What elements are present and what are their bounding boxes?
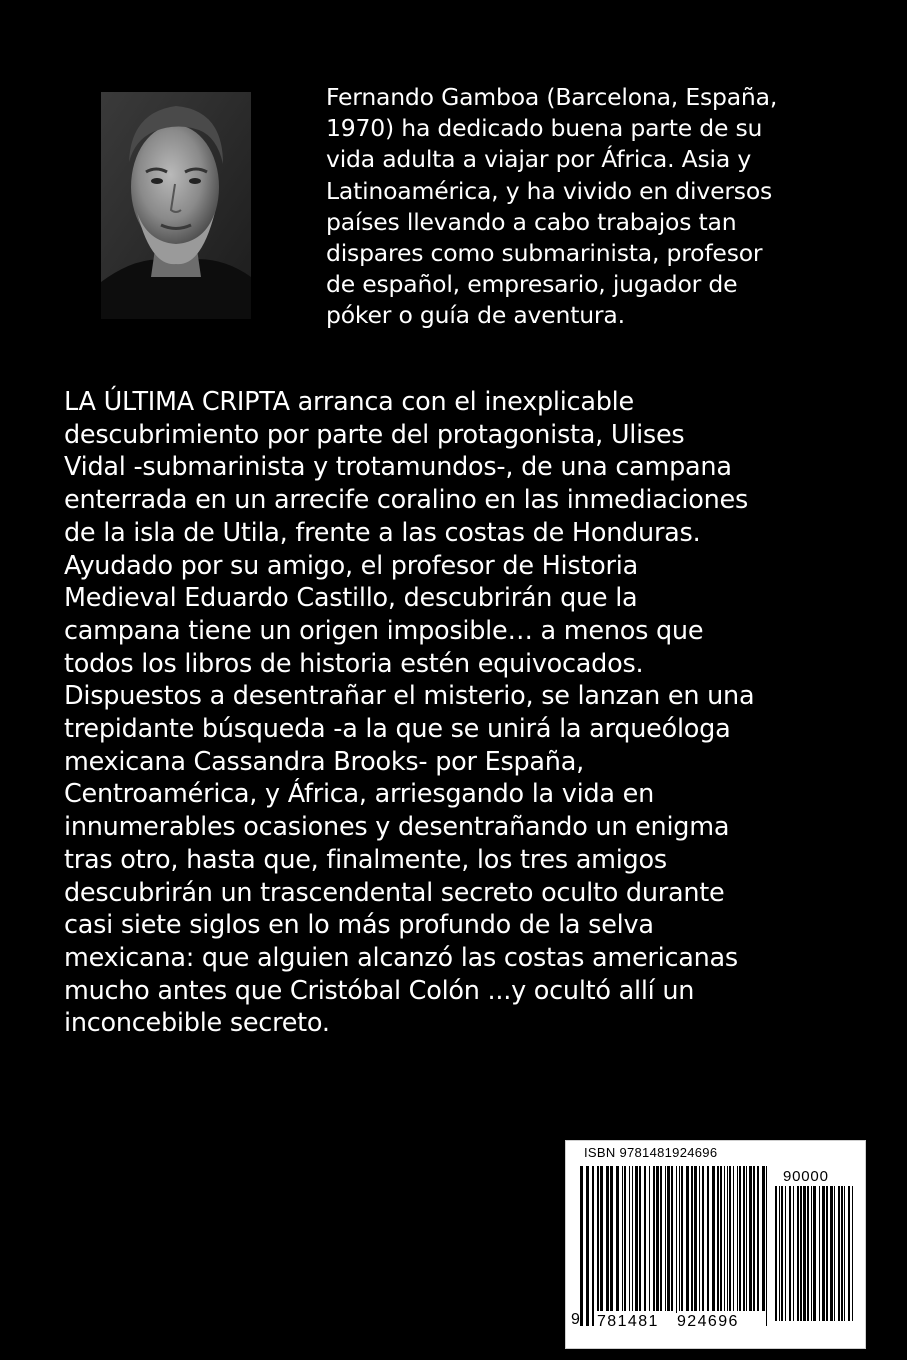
- synopsis-line: mexicana: que alguien alcanzó las costas americanas: [64, 942, 738, 973]
- barcode-bar: [624, 1166, 626, 1311]
- barcode-bar: [838, 1186, 840, 1321]
- barcode-bar: [753, 1166, 755, 1311]
- barcode-bar: [813, 1186, 816, 1321]
- barcode-bar: [720, 1166, 722, 1311]
- barcode-bar: [852, 1186, 853, 1321]
- ean13-bars: [580, 1166, 770, 1326]
- barcode-bar: [729, 1166, 731, 1311]
- synopsis-line: tras otro, hasta que, finalmente, los tres amigos: [64, 844, 667, 875]
- barcode-bar: [749, 1166, 752, 1311]
- author-bio: [326, 82, 886, 332]
- synopsis-line: enterrada en un arrecife coralino en las inmediaciones: [64, 485, 748, 516]
- barcode-bar: [819, 1186, 820, 1321]
- barcode-bar: [639, 1166, 641, 1311]
- synopsis-line: casi siete siglos en lo más profundo de la selva: [64, 910, 654, 941]
- barcode-bar: [629, 1166, 630, 1311]
- barcode-bar: [600, 1166, 603, 1311]
- barcode-bar: [660, 1166, 662, 1311]
- barcode-bar: [653, 1166, 655, 1311]
- barcode-bar: [616, 1166, 619, 1311]
- barcode-bar: [826, 1186, 828, 1321]
- barcode-bar: [724, 1166, 725, 1311]
- barcode-digits-left: 781481: [597, 1313, 659, 1330]
- synopsis-line: mexicana Cassandra Brooks- por España,: [64, 746, 584, 777]
- barcode-bar: [781, 1186, 783, 1321]
- barcode-bar: [597, 1166, 599, 1311]
- barcode-bar: [844, 1186, 845, 1321]
- synopsis-line: trepidante búsqueda -a la que se unirá la arqueóloga: [64, 714, 731, 745]
- barcode-bar: [766, 1166, 767, 1326]
- barcode-bar: [800, 1186, 802, 1321]
- barcode-bar: [707, 1166, 709, 1311]
- barcode-bar: [665, 1166, 666, 1311]
- barcode-bar: [580, 1166, 583, 1326]
- synopsis-line: innumerables ocasiones y desentrañando un enigma: [64, 812, 730, 843]
- synopsis-line: mucho antes que Cristóbal Colón ...y ocultó allí un: [64, 975, 695, 1006]
- barcode-bar: [606, 1166, 609, 1311]
- barcode-bar: [789, 1186, 791, 1321]
- barcode-bar: [793, 1186, 794, 1321]
- barcode-bar: [775, 1186, 777, 1321]
- barcode-bar: [679, 1166, 680, 1311]
- barcode-bar: [785, 1186, 786, 1321]
- barcode-bar: [676, 1166, 677, 1326]
- bio-line: póker o guía de aventura.: [326, 301, 625, 330]
- barcode-digits-right: 924696: [677, 1313, 739, 1330]
- barcode-bar: [649, 1166, 650, 1311]
- addon-bars: [775, 1186, 855, 1321]
- synopsis-line: Medieval Eduardo Castillo, descubrirán que la: [64, 583, 638, 614]
- barcode-bar: [743, 1166, 745, 1311]
- author-photo: [101, 92, 251, 319]
- bio-line: vida adulta a viajar por África. Asia y: [326, 145, 752, 174]
- synopsis-line: todos los libros de historia estén equivocados.: [64, 648, 644, 679]
- barcode-bar: [779, 1186, 780, 1321]
- barcode-bar: [848, 1186, 850, 1321]
- barcode-bar: [632, 1166, 633, 1311]
- barcode-bar: [656, 1166, 659, 1311]
- synopsis-line: de la isla de Utila, frente a las costas de Honduras.: [64, 517, 701, 548]
- synopsis-line: LA ÚLTIMA CRIPTA arranca con el inexplicable: [64, 387, 634, 417]
- barcode-bar: [822, 1186, 825, 1321]
- barcode-bar: [681, 1166, 683, 1311]
- barcode-bar: [622, 1166, 623, 1311]
- synopsis-line: descubrimiento por parte del protagonista, Ulises: [64, 419, 685, 450]
- barcode-bar: [733, 1166, 734, 1311]
- barcode-bar: [592, 1166, 594, 1326]
- addon-number: 90000: [783, 1168, 829, 1185]
- bio-line: de español, empresario, jugador de: [326, 270, 738, 299]
- barcode-bar: [797, 1186, 799, 1321]
- barcode-bar: [694, 1166, 697, 1311]
- book-synopsis: [64, 386, 864, 1040]
- barcode-digit-lead: 9: [571, 1311, 582, 1328]
- barcode-bar: [702, 1166, 704, 1311]
- barcode-bar: [699, 1166, 700, 1311]
- barcode-bar: [737, 1166, 738, 1311]
- synopsis-line: descubrirán un trascendental secreto oculto durante: [64, 877, 725, 908]
- barcode-bar: [586, 1166, 589, 1326]
- barcode-bar: [727, 1166, 728, 1311]
- barcode-bar: [762, 1166, 765, 1311]
- barcode-bar: [739, 1166, 741, 1311]
- barcode-bar: [667, 1166, 670, 1311]
- isbn-label: ISBN 9781481924696: [584, 1145, 718, 1160]
- synopsis-line: campana tiene un origen imposible… a menos que: [64, 615, 704, 646]
- barcode-bar: [686, 1166, 689, 1311]
- synopsis-line: Ayudado por su amigo, el profesor de Historia: [64, 550, 638, 581]
- synopsis-line: Centroamérica, y África, arriesgando la vida en: [64, 779, 654, 810]
- bio-line: dispares como submarinista, profesor: [326, 239, 763, 268]
- bio-line: Latinoamérica, y ha vivido en diversos: [326, 176, 773, 205]
- barcode-bar: [841, 1186, 843, 1321]
- synopsis-line: inconcebible secreto.: [64, 1008, 330, 1039]
- bio-line: 1970) ha dedicado buena parte de su: [326, 114, 763, 143]
- bio-line: países llevando a cabo trabajos tan: [326, 207, 737, 236]
- barcode-bar: [746, 1166, 747, 1311]
- barcode-bar: [717, 1166, 719, 1311]
- synopsis-line: Vidal -submarinista y trotamundos-, de una campana: [64, 452, 732, 483]
- barcode-bar: [635, 1166, 638, 1311]
- synopsis-line: Dispuestos a desentrañar el misterio, se lanzan en una: [64, 681, 755, 712]
- barcode-bar: [712, 1166, 715, 1311]
- barcode-bar: [644, 1166, 646, 1311]
- barcode-bar: [691, 1166, 693, 1311]
- isbn-barcode: [565, 1140, 866, 1349]
- barcode-bar: [610, 1166, 613, 1311]
- barcode-bar: [671, 1166, 673, 1311]
- barcode-bar: [834, 1186, 835, 1321]
- barcode-bar: [807, 1186, 809, 1321]
- barcode-bar: [757, 1166, 759, 1311]
- barcode-bar: [811, 1186, 812, 1321]
- bio-line: Fernando Gamboa (Barcelona, España,: [326, 83, 778, 111]
- barcode-bar: [830, 1186, 833, 1321]
- barcode-bar: [803, 1186, 806, 1321]
